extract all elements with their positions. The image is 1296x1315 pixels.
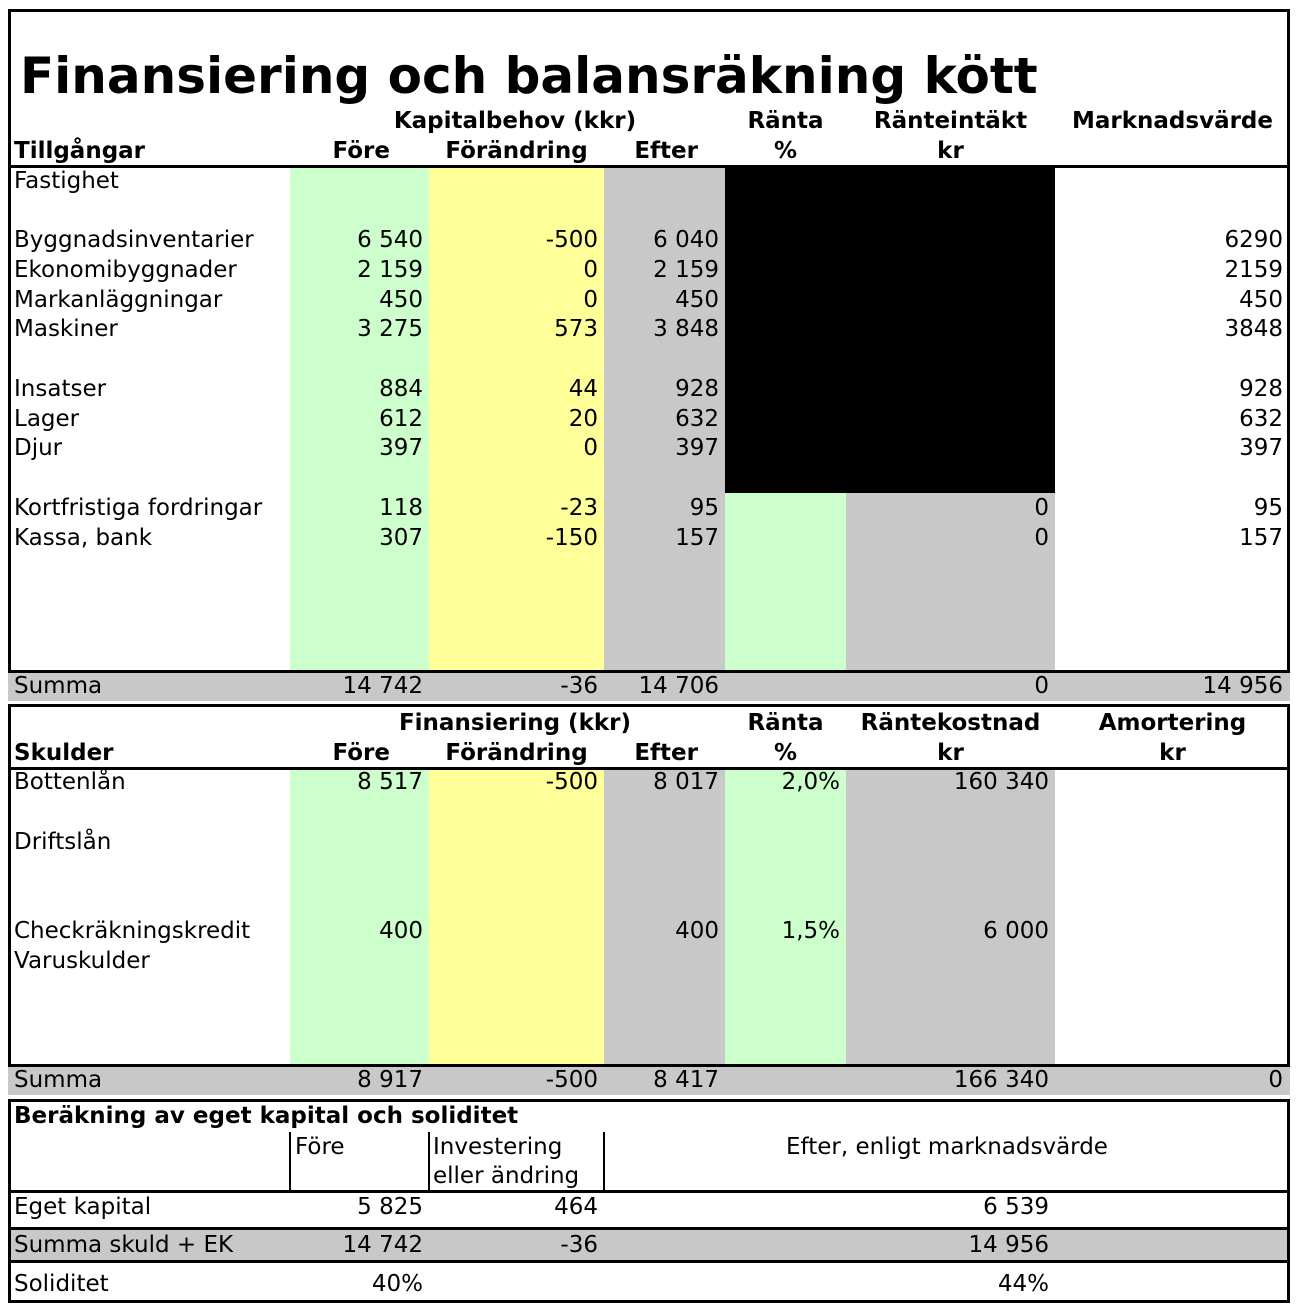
assets-group-header: Kapitalbehov (kkr) [393,108,637,134]
assets-label-header: Tillgångar [14,138,146,164]
equity-header-divider [8,1190,1290,1193]
liab-row-label: Bottenlån [14,769,126,795]
asset-row-market: 3848 [1224,316,1283,342]
liab-row-efter: 400 [675,918,719,944]
liab-row-efter: 8 017 [653,769,719,795]
equity-eget-kapital-after: 6 539 [983,1194,1049,1220]
page-title: Finansiering och balansräkning kött [20,47,1038,105]
assets-sum-change: -36 [560,673,598,699]
liab-amort-header-1: Amortering [1098,710,1247,736]
asset-row-change: 0 [583,287,598,313]
asset-row-label: Maskiner [14,316,118,342]
asset-row-change: -150 [545,525,598,551]
asset-row-efter: 157 [675,525,719,551]
liab-efter-header: Efter [634,740,698,766]
asset-row-market: 2159 [1224,257,1283,283]
asset-row-market: 928 [1239,376,1283,402]
liab-row-label: Checkräkningskredit [14,918,251,944]
asset-row-market: 6290 [1224,227,1283,253]
equity-invest-header-2: eller ändring [433,1163,580,1189]
equity-summa-after: 14 956 [968,1232,1049,1258]
liab-row-label: Driftslån [14,829,112,855]
equity-invest-header-1: Investering [433,1134,563,1160]
equity-soliditet-after: 44% [997,1271,1049,1297]
asset-row-efter: 6 040 [653,227,719,253]
asset-row-fore: 884 [379,376,423,402]
asset-row-fore: 3 275 [357,316,423,342]
asset-row-interest: 0 [1034,525,1049,551]
asset-row-efter: 632 [675,406,719,432]
liab-sum-label: Summa [14,1067,103,1093]
liab-fore-header: Före [332,740,390,766]
liab-group-header: Finansiering (kkr) [398,710,632,736]
asset-row-label: Fastighet [14,168,119,194]
equity-eget-kapital-change: 464 [554,1194,598,1220]
asset-row-efter: 450 [675,287,719,313]
assets-header-divider [8,165,1290,168]
asset-row-efter: 928 [675,376,719,402]
assets-income-header-1: Ränteintäkt [873,108,1028,134]
liab-sum-amort: 0 [1268,1067,1283,1093]
liab-sum-change: -500 [545,1067,598,1093]
liab-label-header: Skulder [14,740,114,766]
asset-row-label: Insatser [14,376,107,402]
assets-efter-header: Efter [634,138,698,164]
asset-row-label: Byggnadsinventarier [14,227,254,253]
asset-row-label: Djur [14,435,63,461]
asset-row-efter: 95 [689,495,719,521]
equity-row-divider-2 [8,1260,1290,1263]
asset-row-change: 0 [583,435,598,461]
asset-row-change: 20 [568,406,598,432]
asset-row-market: 95 [1253,495,1283,521]
assets-ranta-header-2: % [773,138,798,164]
assets-market-header: Marknadsvärde [1071,108,1273,134]
equity-header: Beräkning av eget kapital och soliditet [14,1103,519,1129]
asset-row-market: 450 [1239,287,1283,313]
equity-col-divider-2 [428,1132,430,1191]
assets-ranta-header-1: Ränta [747,108,824,134]
asset-row-fore: 6 540 [357,227,423,253]
equity-soliditet-fore: 40% [371,1271,423,1297]
assets-fore-header: Före [332,138,390,164]
asset-row-change: -23 [560,495,598,521]
assets-ranta-black-block [725,167,1055,493]
asset-row-efter: 3 848 [653,316,719,342]
assets-income-header-2: kr [937,138,964,164]
asset-row-fore: 612 [379,406,423,432]
assets-change-header: Förändring [445,138,588,164]
liab-change-header: Förändring [445,740,588,766]
equity-col-divider-1 [289,1132,291,1191]
liab-sum-cost: 166 340 [953,1067,1049,1093]
asset-row-change: 0 [583,257,598,283]
assets-sum-fore: 14 742 [342,673,423,699]
liab-amort-header-2: kr [1159,740,1186,766]
liab-change-column-fill [429,769,604,1064]
liab-sum-efter: 8 417 [653,1067,719,1093]
asset-row-efter: 397 [675,435,719,461]
asset-row-market: 397 [1239,435,1283,461]
asset-row-fore: 450 [379,287,423,313]
asset-row-change: -500 [545,227,598,253]
asset-row-interest: 0 [1034,495,1049,521]
assets-sum-market: 14 956 [1202,673,1283,699]
asset-row-label: Lager [14,406,80,432]
liab-row-fore: 8 517 [357,769,423,795]
equity-summa-change: -36 [560,1232,598,1258]
asset-row-label: Markanläggningar [14,287,223,313]
equity-summa-fore: 14 742 [342,1232,423,1258]
liab-row-rate: 2,0% [781,769,840,795]
asset-row-change: 44 [568,376,598,402]
assets-sum-interest: 0 [1034,673,1049,699]
liab-row-change: -500 [545,769,598,795]
liab-sum-fore: 8 917 [357,1067,423,1093]
asset-row-fore: 2 159 [357,257,423,283]
asset-row-label: Kortfristiga fordringar [14,495,263,521]
liab-rate-header-1: Ränta [747,710,824,736]
asset-row-change: 573 [554,316,598,342]
liab-row-rate: 1,5% [781,918,840,944]
equity-eget-kapital-fore: 5 825 [357,1194,423,1220]
equity-after-header: Efter, enligt marknadsvärde [786,1134,1108,1160]
asset-row-fore: 118 [379,495,423,521]
liab-row-cost: 160 340 [953,769,1049,795]
equity-eget-kapital-label: Eget kapital [14,1194,152,1220]
equity-summa-label: Summa skuld + EK [14,1232,234,1258]
asset-row-label: Kassa, bank [14,525,153,551]
asset-row-label: Ekonomibyggnader [14,257,237,283]
equity-fore-header: Före [295,1134,345,1160]
assets-ranta-column-fill [725,493,846,670]
liab-row-cost: 6 000 [983,918,1049,944]
equity-soliditet-label: Soliditet [14,1271,109,1297]
liab-cost-header-2: kr [937,740,964,766]
liab-cost-header-1: Räntekostnad [860,710,1041,736]
assets-sum-label: Summa [14,673,103,699]
asset-row-fore: 397 [379,435,423,461]
liab-row-fore: 400 [379,918,423,944]
asset-row-market: 632 [1239,406,1283,432]
asset-row-efter: 2 159 [653,257,719,283]
assets-sum-efter: 14 706 [638,673,719,699]
liab-row-label: Varuskulder [14,948,150,974]
asset-row-fore: 307 [379,525,423,551]
liab-rate-header-2: % [773,740,798,766]
asset-row-market: 157 [1239,525,1283,551]
